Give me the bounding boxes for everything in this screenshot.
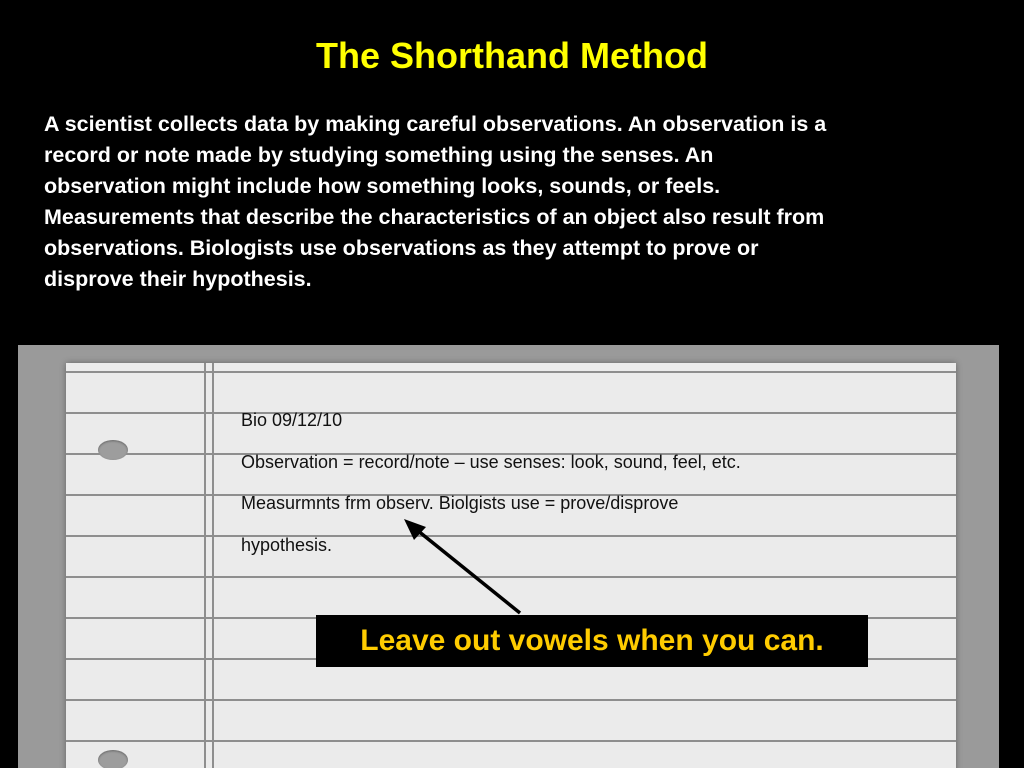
slide-title: The Shorthand Method [316,35,708,76]
intro-line: disprove their hypothesis. [44,267,312,291]
note-line: hypothesis. [241,535,333,555]
intro-line: A scientist collects data by making careful observations. An observation is a [44,112,827,136]
intro-line: Measurements that describe the characteristics of an object also result from [44,205,825,229]
intro-line: observations. Biologists use observations as they attempt to prove or [44,236,759,260]
intro-line: record or note made by studying something using the senses. An [44,143,714,167]
intro-line: observation might include how something looks, sounds, or feels. [44,174,721,198]
note-line: Observation = record/note – use senses: look, sound, feel, etc. [241,452,741,472]
callout-box: Leave out vowels when you can. [316,615,868,667]
note-line: Measurmnts frm observ. Biolgists use = prove/disprove [241,493,679,513]
note-line: Bio 09/12/10 [241,410,343,430]
